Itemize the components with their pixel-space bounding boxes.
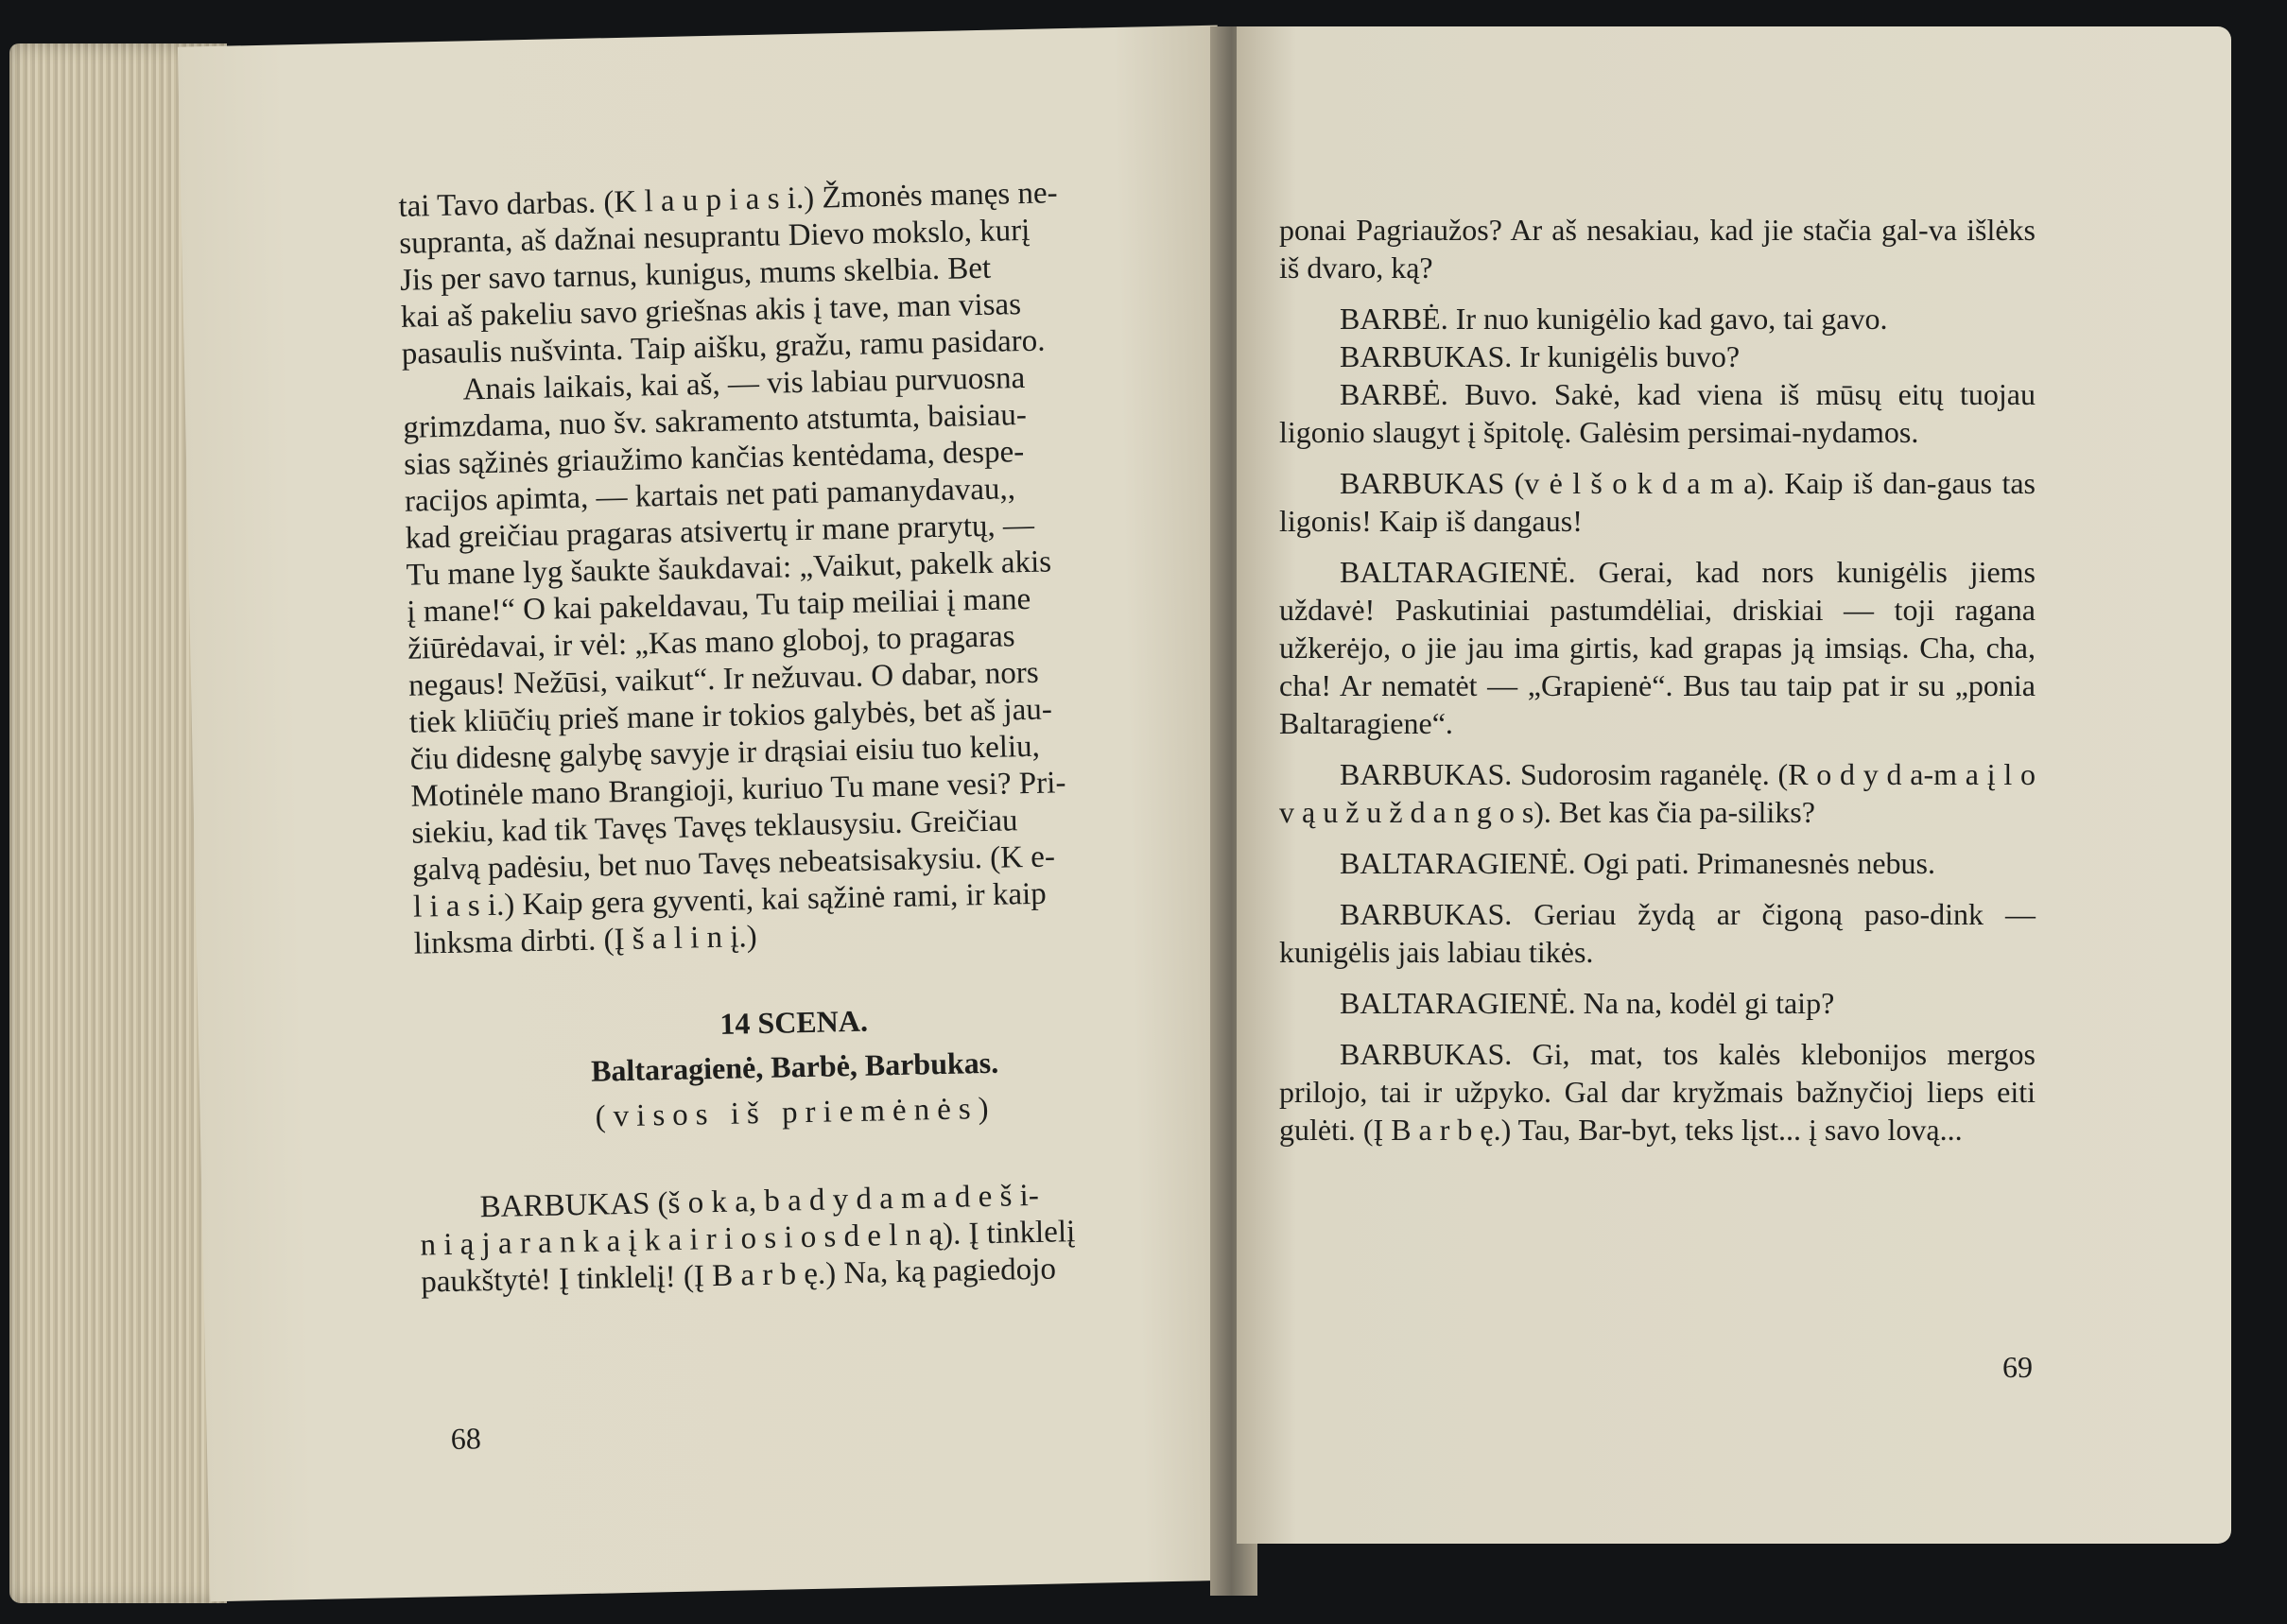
text-line: BARBUKAS (š o k a, b a d y d a m a d e š i- (479, 1178, 1040, 1225)
paragraph: BARBĖ. Buvo. Sakė, kad viena iš mūsų eitų tuojau ligonio slaugyt į špitolę. Galėsim persimai-nydamos. (1279, 377, 2036, 449)
page-number: 68 (450, 1421, 482, 1456)
text-line: paukštytė! Į tinklelį! (Į B a r b ę.) Na, ką pagiedojo (420, 1252, 1057, 1300)
open-book (9, 26, 2231, 1598)
page-number: 69 (2002, 1350, 2033, 1384)
text-line: kad greičiau pragaras atsivertų ir mane prarytų, — (405, 508, 1035, 556)
text-line: siekiu, kad tik Tavęs Tavęs teklausysiu. Greičiau (410, 803, 1018, 851)
paragraph: BALTARAGIENĖ. Ogi pati. Primanesnės nebus. (1340, 846, 1935, 880)
paragraph: BARBUKAS. Geriau žydą ar čigoną paso-dink — kunigėlis jais labiau tikės. (1279, 897, 2036, 969)
text-line: čiu didesnę galybę savyje ir drąsiai eisiu tuo keliu, (409, 729, 1041, 777)
paragraph: BARBUKAS. Gi, mat, tos kalės klebonijos mergos prilojo, tai ir užpyko. Gal dar kryžmais bažnyčioj lieps eiti gulėti. (Į B a r b ę.) Tau, Bar-byt, teks lįst... į savo lovą... (1279, 1037, 2036, 1147)
scene-title: 14 SCENA. (719, 1003, 869, 1041)
text-line: linksma dirbti. (Į š a l i n į.) (413, 920, 758, 961)
text-line: racijos apimta, — kartais net pati pamanydavau,, (404, 472, 1016, 519)
text-line: grimzdama, nuo šv. sakramento atstumta, baisiau- (403, 397, 1028, 445)
paragraph: BARBUKAS (v ė l š o k d a m a). Kaip iš dan-gaus tas ligonis! Kaip iš dangaus! (1279, 466, 2036, 538)
paragraph: BALTARAGIENĖ. Gerai, kad nors kunigėlis jiems uždavė! Paskutiniai pastumdėliai, driskiai — toji ragana užkerėjo, o jie jau ima girtis, kad grapas ją imsiąs. Cha, cha, cha! Ar nematėt — „Grapienė“. Bus tau taip pat ir su „ponia Baltaragiene“. (1279, 555, 2036, 740)
text-line: supranta, aš dažnai nesuprantu Dievo mokslo, kurį (398, 213, 1031, 261)
paragraph: BARBUKAS. Sudorosim raganėlę. (R o d y d a-m a į l o v ą u ž u ž d a n g o s). Bet kas čia pa-siliks? (1279, 757, 2036, 829)
text-line: sias sąžinės griaužimo kančias kentėdama, despe- (403, 435, 1025, 482)
right-page (1237, 26, 2231, 1544)
paragraph: ponai Pagriaužos? Ar aš nesakiau, kad jie stačia gal-va išlėks iš dvaro, ką? (1279, 213, 2036, 285)
text-line: n i ą j a r a n k a į k a i r i o s i o s d e l n ą). Į tinklelį (420, 1215, 1076, 1263)
text-line: kai aš pakeliu savo griešnas akis į tave, man visas (400, 287, 1022, 335)
paragraph: BARBĖ. Ir nuo kunigėlio kad gavo, tai gavo. (1340, 302, 1888, 336)
text-line: tai Tavo darbas. (K l a u p i a s i.) Žmonės manęs ne- (398, 176, 1058, 224)
text-line: Tu mane lyg šaukte šaukdavai: „Vaikut, pakelk akis (406, 544, 1052, 593)
text-line: Jis per savo tarnus, kunigus, mums skelbia. Bet (399, 251, 992, 298)
left-page-text (398, 173, 1177, 1301)
text-line: Motinėle mano Brangioji, kuriuo Tu mane vesi? Pri- (410, 766, 1066, 814)
text-line: Anais laikais, kai aš, — vis labiau purvuosna (462, 361, 1026, 407)
text-line: į mane!“ O kai pakeldavau, Tu taip meiliai į mane (407, 581, 1031, 630)
text-line: negaus! Nežūsi, vaikut“. Ir nežuvau. O dabar, nors (407, 655, 1040, 703)
text-line: žiūrėdavai, ir vėl: „Kas mano globoj, to pragaras (407, 619, 1015, 666)
paragraph: BARBUKAS. Ir kunigėlis buvo? (1340, 339, 1741, 373)
scene-direction: (visos iš priemėnės) (595, 1091, 996, 1134)
text-line: tiek kliūčių prieš mane ir tokios galybės, bet aš jau- (408, 692, 1053, 740)
right-page-text (1279, 211, 2036, 1149)
left-page (178, 26, 1250, 1602)
text-line: pasaulis nušvinta. Taip aišku, gražu, ramu pasidaro. (401, 323, 1046, 371)
text-line: l i a s i.) Kaip gera gyventi, kai sąžinė rami, ir kaip (412, 876, 1048, 924)
text-line: galvą padėsiu, bet nuo Tavęs nebeatsisakysiu. (K e- (411, 839, 1056, 888)
scene-characters: Baltaragienė, Barbė, Barbukas. (590, 1045, 999, 1088)
paragraph: BALTARAGIENĖ. Na na, kodėl gi taip? (1340, 986, 1835, 1020)
